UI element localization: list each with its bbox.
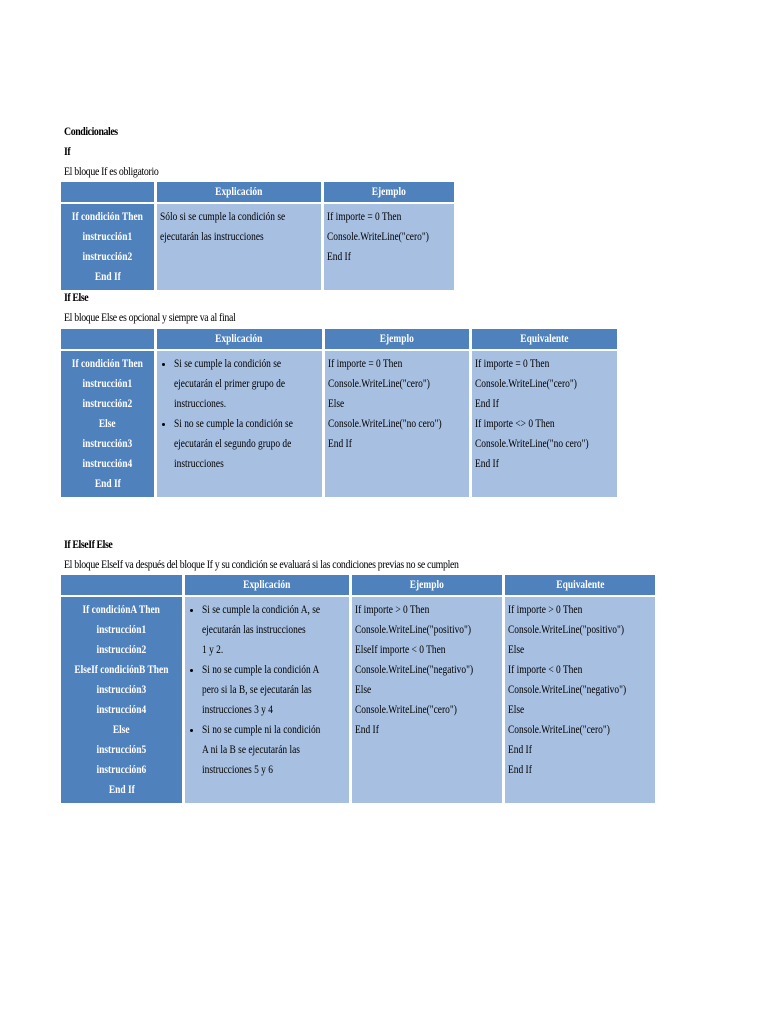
bullet-item: • Si no se cumple ni la condición A ni la B se ejecutarán las instrucciones 5 y 6 [202, 720, 346, 780]
equivalente-cell: If importe > 0 Then Console.WriteLine("positivo") Else If importe < 0 Then Console.WriteLine("negativo") Else Console.WriteLine("cero") End If End If [505, 597, 655, 803]
table-header-explicacion: Explicación [185, 575, 349, 597]
ejemplo-cell: If importe = 0 Then Console.WriteLine("cero") Else Console.WriteLine("no cero") End If [325, 351, 470, 497]
bullet-item: • Si no se cumple la condición A pero si la B, se ejecutarán las instrucciones 3 y 4 [202, 660, 346, 720]
table-header-ejemplo: Ejemplo [325, 329, 470, 351]
table-header-blank [61, 182, 154, 204]
table-header-ejemplo: Ejemplo [324, 182, 454, 204]
table-header-equivalente: Equivalente [505, 575, 655, 597]
section-ifelse-heading: If Else [64, 290, 89, 304]
explicacion-cell: Sólo si se cumple la condición se ejecutarán las instrucciones [157, 204, 321, 290]
syntax-cell: If condición Then instrucción1 instrucción2 Else instrucción3 instrucción4 End If [61, 351, 154, 497]
table-ifelse [58, 329, 620, 497]
syntax-cell: If condición Then instrucción1 instrucción2 End If [61, 204, 154, 290]
table-header-ejemplo: Ejemplo [352, 575, 502, 597]
equivalente-cell: If importe = 0 Then Console.WriteLine("cero") End If If importe <> 0 Then Console.WriteLine("no cero") End If [472, 351, 617, 497]
section-ifelse-description: El bloque Else es opcional y siempre va al final [64, 310, 236, 324]
bullet-item: • Si se cumple la condición A, se ejecutarán las instrucciones 1 y 2. [202, 600, 346, 660]
explicacion-cell [185, 597, 349, 803]
syntax-cell: If condiciónA Then instrucción1 instrucción2 ElseIf condiciónB Then instrucción3 instrucción4 Else instrucción5 instrucción6 End If [61, 597, 182, 803]
table-header-explicacion: Explicación [157, 182, 321, 204]
table-header-blank [61, 329, 154, 351]
ejemplo-cell: If importe > 0 Then Console.WriteLine("positivo") ElseIf importe < 0 Then Console.WriteLine("negativo") Else Console.WriteLine("cero") End If [352, 597, 502, 803]
table-header-equivalente: Equivalente [472, 329, 617, 351]
document-title: Condicionales [64, 124, 118, 138]
table-header-explicacion: Explicación [157, 329, 322, 351]
bullet-item: • Si se cumple la condición se ejecutarán el primer grupo de instrucciones. [174, 354, 319, 414]
table-ifelseifelse [58, 575, 658, 803]
ejemplo-cell: If importe = 0 Then Console.WriteLine("cero") End If [324, 204, 454, 290]
table-if [58, 182, 457, 290]
explicacion-cell [157, 351, 322, 497]
section-ifelseifelse-heading: If ElseIf Else [64, 537, 113, 551]
bullet-item: • Si no se cumple la condición se ejecutarán el segundo grupo de instrucciones [174, 414, 319, 474]
section-ifelseifelse-description: El bloque ElseIf va después del bloque If y su condición se evaluará si las condiciones previas no se cumplen [64, 557, 459, 571]
section-if-heading: If [64, 144, 71, 158]
table-header-blank [61, 575, 182, 597]
section-if-description: El bloque If es obligatorio [64, 164, 159, 178]
